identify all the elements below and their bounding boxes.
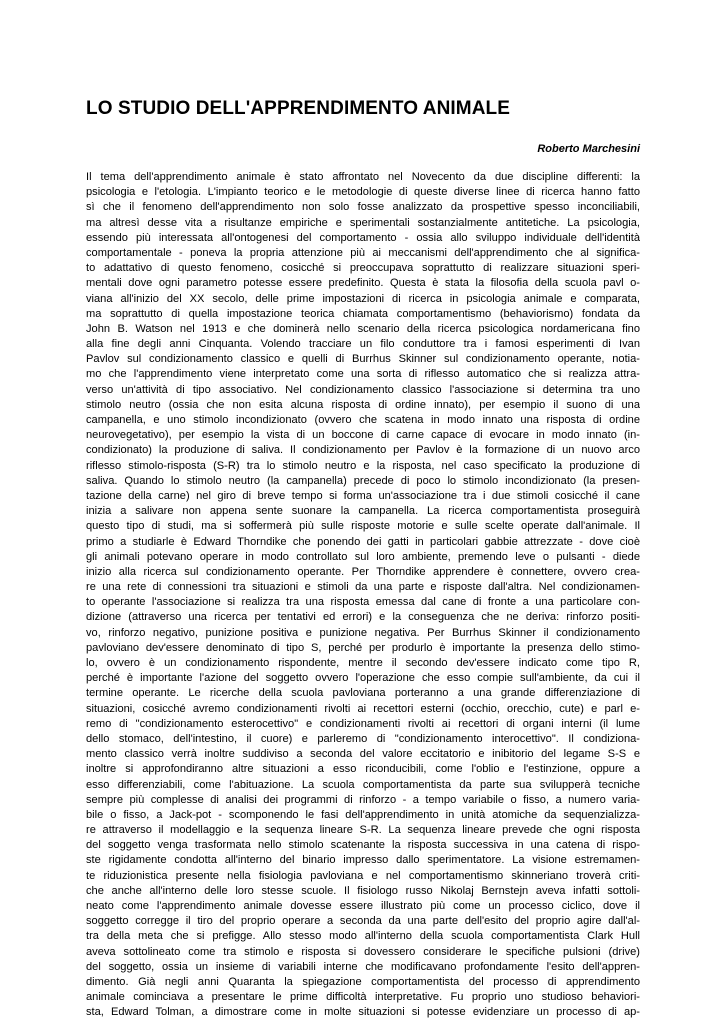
text-line: vo, rinforzo negativo, punizione positiva e punizione negativa. Per Burrhus Skinner il condizionamento	[86, 626, 640, 639]
text-line: soggetto corregge il tiro del proprio operare a seconda da una parte dell'esito del proprio agire dall'al-	[86, 915, 640, 928]
text-line: ste rigidamente condotta all'interno del binario impresso dallo sperimentatore. La visione estremamen-	[86, 854, 640, 867]
text-line: comportamentale - poneva la propria attenzione più ai meccanismi dell'apprendimento che al significa-	[86, 246, 640, 259]
text-line: neato come l'apprendimento animale dovesse essere illustrato più come un processo ciclico, dove il	[86, 900, 640, 912]
author-name: Roberto Marchesini	[537, 143, 640, 155]
body-paragraph	[86, 170, 640, 1021]
text-line: to adattativo di questo fenomeno, cosicché si preoccupava soprattutto di realizzare situazioni speri-	[86, 262, 640, 275]
text-line: stimolo neutro (ossia che non esita alcuna risposta di ordine innato), per esempio il suono di una	[86, 398, 640, 411]
text-line: del soggetto, ossia un insieme di variabili interne che modificavano profondamente l'esito dell'appren-	[86, 960, 640, 973]
text-line: Il tema dell'apprendimento animale è stato affrontato nel Novecento da due discipline differenti: la	[86, 171, 640, 183]
text-line: re attraverso il modellaggio e la sequenza lineare S-R. La sequenza lineare prevede che ogni risposta	[86, 824, 640, 837]
text-line: animale cominciava a presentare le prime difficoltà interpretative. Fu proprio uno studioso behaviori-	[86, 991, 640, 1004]
text-line: riflesso stimolo-risposta (S-R) tra lo stimolo neutro e la risposta, nel caso specificato la produzione di	[86, 459, 640, 472]
text-line: re una rete di connessioni tra situazioni e stimoli da una parte e risposte dall'altra. Nel condizionamen-	[86, 581, 640, 594]
text-line: mento classico verrà inoltre suddiviso a seconda del valore eccitatorio e inibitorio del legame S-S e	[86, 748, 640, 761]
text-line: dello stomaco, dell'intestino, il cuore) e parleremo di "condizionamento interocettivo". Il condiziona-	[86, 732, 640, 745]
text-line: aveva sottolineato come tra stimolo e risposta si dovessero considerare le specifiche pulsioni (drive)	[86, 945, 640, 958]
text-line: tazione della carne) nel giro di breve tempo si forma un'associazione tra i due stimoli cosicché il cane	[86, 489, 640, 502]
text-line: che anche all'interno delle loro stesse scuole. Il fisiologo russo Nikolaj Bernstejn aveva infatti sottoli-	[86, 884, 640, 897]
text-line: ma soprattutto di quella impostazione teorica chiamata comportamentismo (behaviorismo) fondata da	[86, 307, 640, 320]
text-line: questo tipo di studi, ma si soffermerà più sulle risposte motorie e sulle scelte operate dall'animale. Il	[86, 520, 640, 533]
text-line: esso differenziabili, come l'abituazione. La scuola comportamentista da parte sua svilupperà tecniche	[86, 778, 640, 791]
text-line: neurovegetativo), per esempio la vista di un boccone di carne capace di evocare in modo innato (in-	[86, 429, 640, 442]
text-line: primo a studiarle è Edward Thorndike che ponendo dei gatti in particolari gabbie attrezzate - dove cioè	[86, 535, 640, 548]
text-line: verso un'attività di tipo associativo. Nel condizionamento classico l'associazione si determina tra uno	[86, 383, 640, 396]
text-line: sempre più complesse di analisi dei programmi di rinforzo - a tempo variabile o fisso, a numero varia-	[86, 793, 640, 806]
text-line: saliva. Quando lo stimolo neutro (la campanella) precede di poco lo stimolo incondizionato (la presen-	[86, 474, 640, 487]
text-line: to operante l'associazione si realizza tra una risposta emessa dal cane di fronte a una particolare con-	[86, 596, 640, 609]
text-line: inizio alla ricerca sul condizionamento operante. Per Thorndike apprendere è connettere, ovvero crea-	[86, 565, 640, 578]
text-line: remo di "condizionamento esterocettivo" e condizionamenti rivolti ai recettori di organi interni (il lume	[86, 717, 640, 730]
text-line: mentali dove ogni parametro potesse essere predefinito. Questa è stata la filosofia della scuola pavl o-	[86, 277, 640, 290]
text-line: dimento. Già negli anni Quaranta la spiegazione comportamentista del processo di apprendimento	[86, 975, 640, 988]
text-line: John B. Watson nel 1913 e che dominerà nello scenario della ricerca psicologica nordamericana fino	[86, 322, 640, 335]
text-line: campanella, e uno stimolo incondizionato (ovvero che scatena in modo innato una risposta di ordine	[86, 414, 640, 426]
text-line: dizione (attraverso una ricerca per tentativi ed errori) e la conseguenza che ne deriva: rinforzo positi-	[86, 611, 640, 624]
text-line: sì che il fenomeno dell'apprendimento non solo fosse analizzato da prospettive spesso inconciliabili,	[86, 201, 640, 214]
text-line: condizionato) la produzione di saliva. Il condizionamento per Pavlov è la formazione di un nuovo arco	[86, 444, 640, 457]
text-line: viana all'inizio del XX secolo, delle prime impostazioni di ricerca in psicologia animale e comparata,	[86, 292, 640, 305]
text-line: mo che l'apprendimento viene interpretato come una sorta di riflesso automatico che si realizza attra-	[86, 368, 640, 381]
text-line: termine operante. Le ricerche della scuola pavloviana porteranno a una grande differenziazione di	[86, 687, 640, 700]
text-line: bile o fisso, a Jack-pot - scomponendo le fasi dell'apprendimento in unità atomiche da sequenzializza-	[86, 808, 640, 821]
text-line: essendo più interessata all'ontogenesi del comportamento - ossia allo sviluppo individuale dell'identità	[86, 231, 640, 244]
text-line: ma altresì desse vita a risultanze empiriche e sperimentali sostanzialmente antitetiche. La psicologia,	[86, 216, 640, 229]
text-line: pavloviano dev'essere denominato di tipo S, perché per produrlo è importante la presenza dello stimo-	[86, 641, 640, 654]
text-line: psicologia e l'etologia. L'impianto teorico e le metodologie di queste diverse linee di ricerca hanno fatto	[86, 186, 640, 199]
text-line: del soggetto venga trasformata nello stimolo scatenante la risposta successiva in una catena di rispo-	[86, 839, 640, 852]
text-line: situazioni, cosicché avremo condizionamenti rivolti ai recettori esterni (occhio, orecchio, cute) e parl e-	[86, 702, 640, 715]
text-line: te riduzionistica presente nella fisiologia pavloviana e nel comportamentismo skinneriano troverà criti-	[86, 869, 640, 882]
text-line: sta, Edward Tolman, a dimostrare come in molte situazioni si potesse evidenziare un processo di ap-	[86, 1006, 640, 1019]
text-line: alla fine degli anni Cinquanta. Volendo tracciare un filo conduttore tra i famosi esperimenti di Ivan	[86, 338, 640, 351]
text-line: inizia a salivare non appena sente suonare la campanella. La ricerca comportamentista proseguirà	[86, 505, 640, 518]
text-line: tra della meta che si prefigge. Allo stesso modo all'interno della scuola comportamentista Clark Hull	[86, 930, 640, 943]
text-line: Pavlov sul condizionamento classico e quelli di Burrhus Skinner sul condizionamento operante, notia-	[86, 353, 640, 366]
text-line: lo, ovvero è un condizionamento rispondente, mentre il secondo dev'essere indicato come tipo R,	[86, 657, 640, 669]
text-line: inoltre si approfondiranno altre situazioni a esso riconducibili, come l'oblio e l'estinzione, oppure a	[86, 763, 640, 776]
page-title: LO STUDIO DELL'APPRENDIMENTO ANIMALE	[86, 98, 511, 119]
text-line: gli animali potevano operare in modo controllato sul loro ambiente, premendo leve o pulsanti - diede	[86, 550, 640, 563]
text-line: perché è importante l'azione del soggetto ovvero l'operazione che esso compie sull'ambiente, da cui il	[86, 672, 640, 685]
